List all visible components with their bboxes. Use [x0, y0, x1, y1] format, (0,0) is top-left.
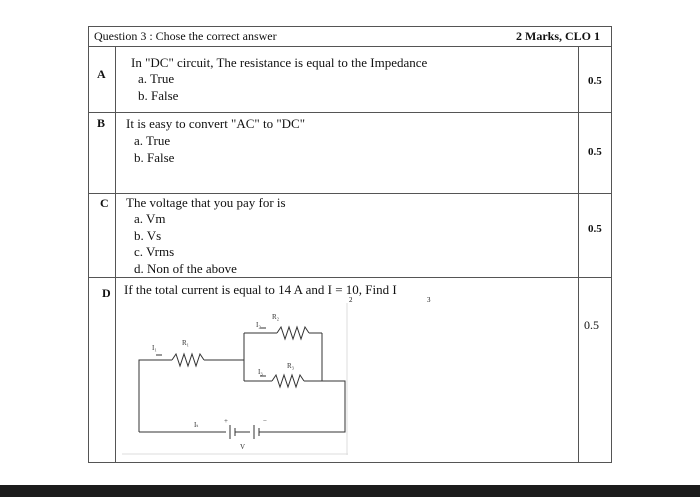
table-bottom-border — [88, 462, 612, 463]
label-plus: + — [224, 417, 228, 425]
question-a-mark: 0.5 — [588, 75, 602, 87]
question-d-text-start: If the total current is equal to 14 A and I — [124, 282, 332, 297]
label-i1: I₁ — [152, 344, 157, 352]
question-d-subscript-2: 2 — [349, 296, 353, 304]
row-label-c: C — [100, 196, 109, 210]
question-c-mark: 0.5 — [588, 223, 602, 235]
question-b-option-a: a. True — [134, 133, 171, 148]
row-divider-b-c — [88, 193, 612, 194]
label-r2: R₂ — [272, 313, 280, 321]
question-c-option-d: d. Non of the above — [134, 261, 237, 276]
table-right-border — [611, 26, 612, 463]
question-c-option-c: c. Vrms — [134, 244, 175, 259]
label-column-divider — [115, 46, 116, 463]
question-d-subscript-3: 3 — [427, 296, 431, 304]
label-i3: I₃ — [258, 368, 263, 376]
table-header-divider — [88, 46, 612, 47]
question-c-option-a: a. Vm — [134, 211, 166, 226]
marks-header: 2 Marks, CLO 1 — [516, 29, 600, 43]
label-i2: I₂ — [256, 321, 261, 329]
row-label-d: D — [102, 286, 111, 300]
question-c-text: The voltage that you pay for is — [126, 195, 286, 210]
question-b-option-b: b. False — [134, 150, 175, 165]
row-divider-c-d — [88, 277, 612, 278]
question-b-mark: 0.5 — [588, 146, 602, 158]
label-r3: R₃ — [287, 362, 295, 370]
row-divider-a-b — [88, 112, 612, 113]
circuit-diagram — [122, 303, 348, 455]
row-label-a: A — [97, 67, 106, 81]
label-r1: R₁ — [182, 339, 190, 347]
label-minus: − — [263, 417, 267, 425]
resistor-r1 — [172, 354, 204, 366]
resistor-r3 — [272, 375, 304, 387]
marks-column-divider — [578, 46, 579, 463]
label-v: V — [240, 443, 246, 451]
wire-return-right — [266, 381, 345, 432]
question-b-text: It is easy to convert "AC" to "DC" — [126, 116, 306, 131]
table-left-border — [88, 26, 89, 463]
question-a-text: In "DC" circuit, The resistance is equal to the Impedance — [131, 55, 428, 70]
label-it: Iₜ — [194, 421, 199, 429]
question-d-mark: 0.5 — [584, 318, 599, 332]
resistor-r2 — [277, 327, 309, 339]
question-title: Question 3 : Chose the correct answer — [94, 29, 277, 43]
table-top-border — [88, 26, 612, 27]
question-d-text-end: = 10, Find I — [331, 282, 397, 297]
wire-left — [139, 360, 172, 432]
bottom-dark-bar — [0, 485, 700, 497]
question-d-text — [124, 283, 397, 297]
question-a-option-a: a. True — [138, 71, 175, 86]
question-c-option-b: b. Vs — [134, 228, 162, 243]
row-label-b: B — [97, 116, 106, 130]
question-a-option-b: b. False — [138, 88, 179, 103]
